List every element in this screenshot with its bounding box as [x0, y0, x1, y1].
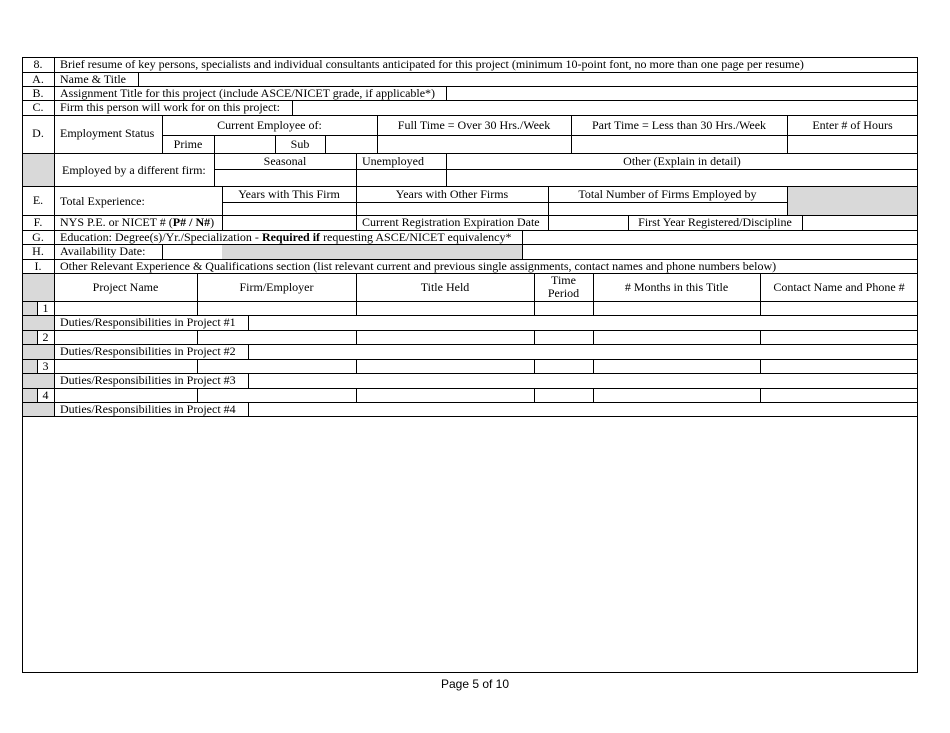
row-letter: C.	[32, 101, 44, 114]
duties-label: Duties/Responsibilities in Project #3	[60, 374, 236, 387]
months-header: # Months in this Title	[624, 281, 729, 294]
gray-cell	[23, 402, 54, 417]
gray-cell	[23, 359, 37, 373]
duties-label: Duties/Responsibilities in Project #1	[60, 316, 236, 329]
gray-cell	[23, 273, 54, 301]
row-letter: F.	[33, 216, 43, 229]
assignment-title-label: Assignment Title for this project (include ASCE/NICET grade, if applicable*)	[60, 87, 436, 100]
firm-employer-header: Firm/Employer	[239, 281, 314, 294]
years-other-label: Years with Other Firms	[395, 188, 509, 201]
duties-field[interactable]	[249, 374, 917, 388]
project-number: 2	[42, 331, 49, 344]
prime-label: Prime	[173, 138, 203, 151]
years-other-field[interactable]	[357, 203, 548, 215]
education-field[interactable]	[523, 231, 917, 244]
license-field[interactable]	[223, 216, 356, 230]
project-name-field[interactable]	[55, 331, 197, 344]
row-number: 8.	[33, 58, 43, 71]
part-time-field[interactable]	[572, 136, 787, 153]
different-firm-label: Employed by a different firm:	[62, 164, 206, 177]
project-number: 3	[42, 360, 49, 373]
prime-field[interactable]	[215, 136, 275, 153]
expiration-label: Current Registration Expiration Date	[362, 216, 540, 229]
gray-cell	[23, 330, 37, 344]
seasonal-label: Seasonal	[263, 155, 307, 168]
gray-cell	[23, 344, 54, 359]
education-label: Education: Degree(s)/Yr./Specialization - Required if requesting ASCE/NICET equivalency*	[60, 231, 512, 244]
first-year-label: First Year Registered/Discipline	[638, 216, 792, 229]
months-field[interactable]	[594, 389, 760, 402]
additional-details-area[interactable]	[23, 417, 917, 672]
contact-field[interactable]	[761, 389, 917, 402]
other-field[interactable]	[447, 170, 917, 186]
full-time-label: Full Time = Over 30 Hrs./Week	[397, 119, 551, 132]
row-letter: H.	[32, 245, 44, 258]
name-title-label: Name & Title	[60, 73, 127, 86]
title-field[interactable]	[357, 331, 534, 344]
section-8-heading: Brief resume of key persons, specialists and individual consultants anticipated for this project (minimum 10-point font, no more than one page per resume)	[60, 58, 804, 71]
hours-label: Enter # of Hours	[812, 119, 893, 132]
time-field[interactable]	[535, 331, 593, 344]
contact-field[interactable]	[761, 302, 917, 315]
row-letter: G.	[32, 231, 44, 244]
total-firms-field[interactable]	[549, 203, 787, 215]
title-held-header: Title Held	[420, 281, 470, 294]
gray-cell	[23, 388, 37, 402]
months-field[interactable]	[594, 302, 760, 315]
sub-label: Sub	[290, 138, 310, 151]
project-number: 4	[42, 389, 49, 402]
project-name-header: Project Name	[92, 281, 159, 294]
assignment-title-field[interactable]	[447, 87, 917, 100]
gray-cell	[23, 373, 54, 388]
row-letter: B.	[32, 87, 44, 100]
row-letter: I.	[34, 260, 42, 273]
firm-field[interactable]	[198, 360, 356, 373]
seasonal-field[interactable]	[215, 170, 356, 186]
title-field[interactable]	[357, 360, 534, 373]
hours-field[interactable]	[788, 136, 917, 153]
row-letter: D.	[32, 127, 44, 140]
title-field[interactable]	[357, 302, 534, 315]
name-title-field[interactable]	[139, 73, 917, 86]
first-year-field[interactable]	[803, 216, 917, 230]
row-letter: A.	[32, 73, 44, 86]
experience-heading: Other Relevant Experience & Qualifications section (list relevant current and previous single assignments, contact names and phone numbers below)	[60, 260, 777, 273]
firm-field[interactable]	[198, 331, 356, 344]
contact-header: Contact Name and Phone #	[773, 281, 905, 294]
project-name-field[interactable]	[55, 302, 197, 315]
license-label: NYS P.E. or NICET # (P# / N#)	[60, 216, 215, 229]
contact-field[interactable]	[761, 360, 917, 373]
duties-field[interactable]	[249, 403, 917, 416]
firm-field[interactable]	[198, 302, 356, 315]
sub-field[interactable]	[326, 136, 377, 153]
project-name-field[interactable]	[55, 389, 197, 402]
firm-field[interactable]	[293, 101, 917, 115]
time-field[interactable]	[535, 360, 593, 373]
total-firms-label: Total Number of Firms Employed by	[578, 188, 757, 201]
duties-field[interactable]	[249, 345, 917, 359]
page-number: Page 5 of 10	[440, 677, 510, 691]
months-field[interactable]	[594, 360, 760, 373]
gray-cell	[23, 301, 37, 315]
availability-field[interactable]	[163, 245, 222, 259]
duties-label: Duties/Responsibilities in Project #2	[60, 345, 236, 358]
contact-field[interactable]	[761, 331, 917, 344]
gray-cell	[23, 315, 54, 330]
project-name-field[interactable]	[55, 360, 197, 373]
duties-field[interactable]	[249, 316, 917, 330]
total-experience-label: Total Experience:	[60, 195, 145, 208]
expiration-field[interactable]	[549, 216, 628, 230]
current-employee-label: Current Employee of:	[217, 119, 322, 132]
availability-label: Availability Date:	[60, 245, 146, 258]
unemployed-label: Unemployed	[362, 155, 424, 168]
row-letter: E.	[32, 194, 44, 207]
project-number: 1	[42, 302, 49, 315]
full-time-field[interactable]	[378, 136, 571, 153]
other-label: Other (Explain in detail)	[623, 155, 741, 168]
unemployed-field[interactable]	[357, 170, 446, 186]
title-field[interactable]	[357, 389, 534, 402]
time-period-header: Time Period	[547, 274, 580, 300]
duties-label: Duties/Responsibilities in Project #4	[60, 403, 236, 416]
gray-cell	[787, 186, 917, 215]
firm-field[interactable]	[198, 389, 356, 402]
time-field[interactable]	[535, 389, 593, 402]
gray-cell	[222, 244, 522, 259]
months-field[interactable]	[594, 331, 760, 344]
part-time-label: Part Time = Less than 30 Hrs./Week	[591, 119, 767, 132]
firm-label: Firm this person will work for on this project:	[60, 101, 280, 114]
gray-cell	[23, 153, 54, 186]
years-firm-field[interactable]	[223, 203, 356, 215]
employment-status-label: Employment Status	[60, 127, 155, 140]
time-field[interactable]	[535, 302, 593, 315]
years-firm-label: Years with This Firm	[238, 188, 340, 201]
